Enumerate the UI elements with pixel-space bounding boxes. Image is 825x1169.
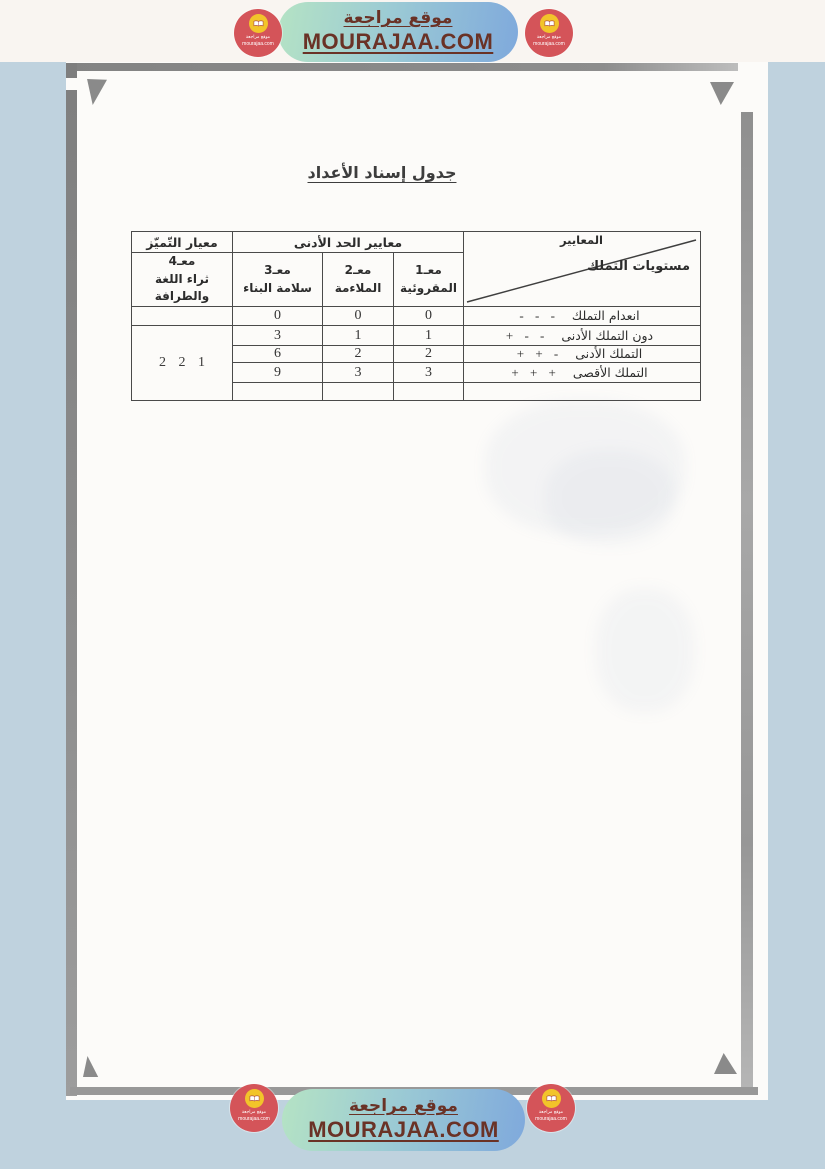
empty-cell [233, 383, 323, 401]
corner-label-criteria: المعايير [560, 233, 603, 247]
empty-cell [464, 383, 701, 401]
book-icon [245, 1089, 264, 1108]
score-cell: 3 [233, 326, 323, 346]
site-logo[interactable] [230, 1084, 278, 1132]
level-label: انعدام التملك [571, 308, 640, 323]
logo-caption-domain: mourajaa.com [242, 40, 274, 47]
score-cell: 3 [323, 363, 394, 383]
criterion-3-header [233, 253, 323, 307]
excellence-criterion-header: معيار التّميّز [132, 232, 233, 253]
criterion-1-header [394, 253, 464, 307]
criterion-1-code: معـ1 [415, 263, 442, 278]
criterion-1-name: المقروئية [400, 280, 457, 295]
logo-caption-arabic: موقع مراجعة [536, 35, 562, 40]
score-cell: 1 [323, 326, 394, 346]
score-cell: 0 [233, 307, 323, 326]
criterion-4-name-line1: ثراء اللغة [155, 271, 209, 286]
criterion-3-code: معـ3 [264, 263, 291, 278]
level-label: التملك الأقصى [572, 364, 648, 380]
criterion-2-name: الملاءمة [334, 280, 382, 295]
logo-caption-domain: mourajaa.com [238, 1115, 270, 1122]
level-label: التملك الأدنى [575, 346, 643, 361]
empty-cell [323, 383, 394, 401]
score-cell: 9 [233, 363, 323, 383]
level-signs: + + + [511, 364, 560, 380]
level-cell [464, 307, 701, 326]
level-signs: + - - [505, 327, 549, 343]
bleed-through-blob [595, 588, 695, 713]
level-label: دون التملك الأدنى [561, 327, 654, 343]
criterion-2-header [323, 253, 394, 307]
score-cell: 2 [394, 346, 464, 363]
criterion-4-code: معـ4 [168, 254, 196, 269]
scan-edge-right [741, 112, 753, 1087]
empty-cell [132, 307, 233, 326]
score-cell: 0 [394, 307, 464, 326]
criterion-3-name: سلامة البناء [243, 280, 312, 295]
score-cell: 3 [394, 363, 464, 383]
level-cell [464, 326, 701, 346]
table-row [132, 326, 701, 346]
corner-label-levels: مستويات التملك [587, 259, 691, 274]
corner-header-cell [464, 232, 701, 307]
book-icon [540, 14, 559, 33]
book-icon [542, 1089, 561, 1108]
criterion-4-name-line2: والطرافة [154, 289, 210, 304]
site-logo[interactable] [234, 9, 282, 57]
grading-table [131, 231, 701, 401]
site-logo[interactable] [525, 9, 573, 57]
site-banner-top[interactable] [278, 2, 518, 62]
min-criteria-header: معايير الحد الأدنى [233, 232, 464, 253]
book-icon [249, 14, 268, 33]
scanned-page [66, 62, 768, 1100]
score-cell: 0 [323, 307, 394, 326]
excellence-value-cell: 2 2 1 [132, 326, 233, 401]
level-cell [464, 363, 701, 383]
scan-edge-gap [66, 78, 77, 90]
site-domain-link[interactable]: MOURAJAA.COM [308, 1117, 499, 1143]
criterion-4-header [132, 253, 233, 307]
empty-cell [394, 383, 464, 401]
level-signs: - - - [519, 308, 559, 323]
level-signs: + + - [516, 346, 563, 361]
logo-caption-arabic: موقع مراجعة [245, 35, 271, 40]
logo-caption-arabic: موقع مراجعة [241, 1110, 267, 1115]
site-logo[interactable] [527, 1084, 575, 1132]
score-cell: 6 [233, 346, 323, 363]
score-cell: 1 [394, 326, 464, 346]
site-banner-bottom[interactable] [282, 1089, 525, 1151]
logo-caption-domain: mourajaa.com [535, 1115, 567, 1122]
score-cell: 2 [323, 346, 394, 363]
bleed-through-blob [545, 450, 675, 545]
criterion-2-code: معـ2 [344, 263, 372, 278]
document-title: جدول إسناد الأعداد [307, 163, 457, 182]
table-row [132, 307, 701, 326]
scan-edge-left [66, 63, 77, 1096]
site-domain-link[interactable]: MOURAJAA.COM [302, 29, 494, 55]
site-name-arabic[interactable]: موقع مراجعة [343, 8, 453, 29]
site-name-arabic[interactable]: موقع مراجعة [349, 1096, 458, 1117]
logo-caption-arabic: موقع مراجعة [538, 1110, 564, 1115]
header-row-1 [132, 232, 701, 253]
level-cell [464, 346, 701, 363]
logo-caption-domain: mourajaa.com [533, 40, 565, 47]
scan-edge-top [66, 63, 738, 71]
